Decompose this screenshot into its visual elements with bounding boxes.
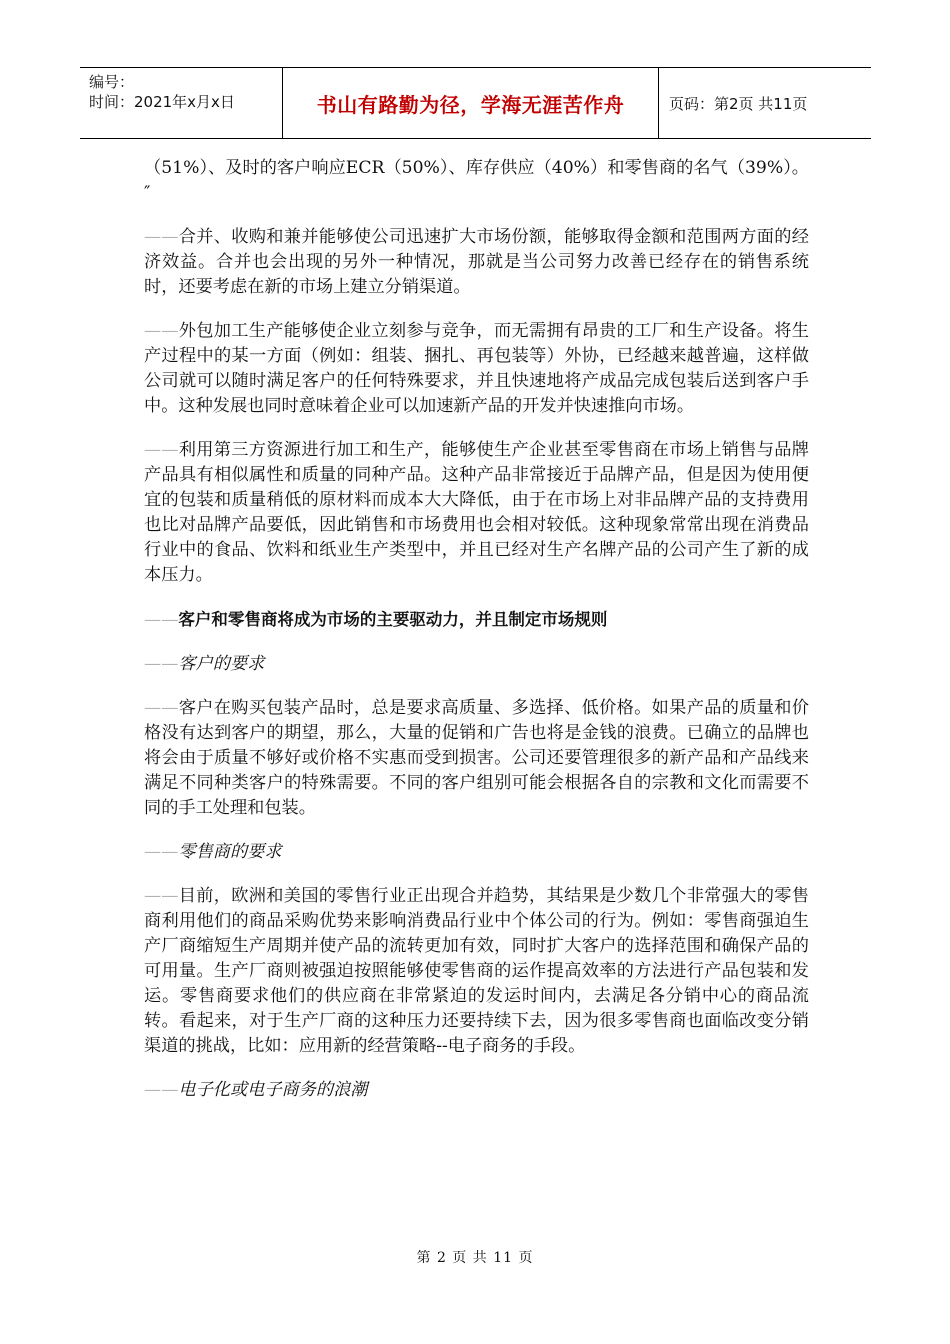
paragraph-2 [144,225,809,300]
header-page-info: 页码：第2页 共11页 [669,94,808,113]
paragraph-1 [144,156,809,206]
subheading-customer [144,652,809,677]
subheading-text: 客户的要求 [178,654,265,674]
paragraph-text: 客户在购买包装产品时，总是要求高质量、多选择、低价格。如果产品的质量和价格没有达到客户的期望，那么，大量的促销和广告也将是金钱的浪费。已确立的品牌也将会由于质量不够好或价格不实惠而受到损害。公司还要管理很多的新产品和产品线来满足不同种类客户的特殊需要。不同的客户组别可能会根据各自的宗教和文化而需要不同的手工处理和包装。 [144,698,809,818]
paragraph-dash: —— [144,440,179,460]
number-label: 编号： [89,73,135,91]
subheading-text: 电子化或电子商务的浪潮 [178,1080,368,1100]
header-meta [80,68,283,138]
paragraph-dash: —— [144,886,179,906]
document-body [144,156,809,1122]
subheading-text: 零售商的要求 [178,842,282,862]
paragraph-text: （51%）、及时的客户响应ECR（50%）、库存供应（40%）和零售商的名气（39%）。″ [144,158,809,203]
paragraph-text: 利用第三方资源进行加工和生产，能够使生产企业甚至零售商在市场上销售与品牌产品具有相似属性和质量的同种产品。这种产品非常接近于品牌产品，但是因为使用便宜的包装和质量稍低的原材料而成本大大降低，由于在市场上对非品牌产品的支持费用也比对品牌产品要低，因此销售和市场费用也会相对较低。这种现象常常出现在消费品行业中的食品、饮料和纸业生产类型中，并且已经对生产名牌产品的公司产生了新的成本压力。 [144,440,809,585]
paragraph-dash: —— [144,698,179,718]
paragraph-text: 目前，欧洲和美国的零售行业正出现合并趋势，其结果是少数几个非常强大的零售商利用他们的商品采购优势来影响消费品行业中个体公司的行为。例如：零售商强迫生产厂商缩短生产周期并使产品的流转更加有效，同时扩大客户的选择范围和确保产品的可用量。生产厂商则被强迫按照能够使零售商的运作提高效率的方法进行产品包装和发运。零售商要求他们的供应商在非常紧迫的发运时间内，去满足各分销中心的商品流转。看起来，对于生产厂商的这种压力还要持续下去，因为很多零售商也面临改变分销渠道的挑战，比如：应用新的经营策略--电子商务的手段。 [144,886,809,1056]
paragraph-text: 合并、收购和兼并能够使公司迅速扩大市场份额，能够取得金额和范围两方面的经济效益。合并也会出现的另外一种情况，那就是当公司努力改善已经存在的销售系统时，还要考虑在新的市场上建立分销渠道。 [144,227,809,297]
time-label: 时间：2021年x月x日 [89,93,235,111]
paragraph-dash: —— [144,1080,179,1100]
section-heading [144,607,809,633]
paragraph-dash: —— [144,227,179,247]
header-motto: 书山有路勤为径，学海无涯苦作舟 [283,68,659,138]
paragraph-text: 外包加工生产能够使企业立刻参与竞争，而无需拥有昂贵的工厂和生产设备。将生产过程中的某一方面（例如：组装、捆扎、再包装等）外协，已经越来越普遍，这样做公司就可以随时满足客户的任何特殊要求，并且快速地将产成品完成包装后送到客户手中。这种发展也同时意味着企业可以加速新产品的开发并快速推向市场。 [144,321,809,416]
heading-text: 客户和零售商将成为市场的主要驱动力，并且制定市场规则 [178,610,608,629]
paragraph-6 [144,884,809,1059]
paragraph-dash: —— [144,654,179,674]
paragraph-5 [144,696,809,821]
subheading-ecommerce [144,1078,809,1103]
paragraph-4 [144,438,809,588]
page-header [80,67,871,139]
paragraph-dash: —— [144,610,179,630]
paragraph-3 [144,319,809,419]
page-footer: 第 2 页 共 11 页 [416,1250,534,1266]
paragraph-dash: —— [144,321,179,341]
subheading-retailer [144,840,809,865]
paragraph-dash: —— [144,842,179,862]
